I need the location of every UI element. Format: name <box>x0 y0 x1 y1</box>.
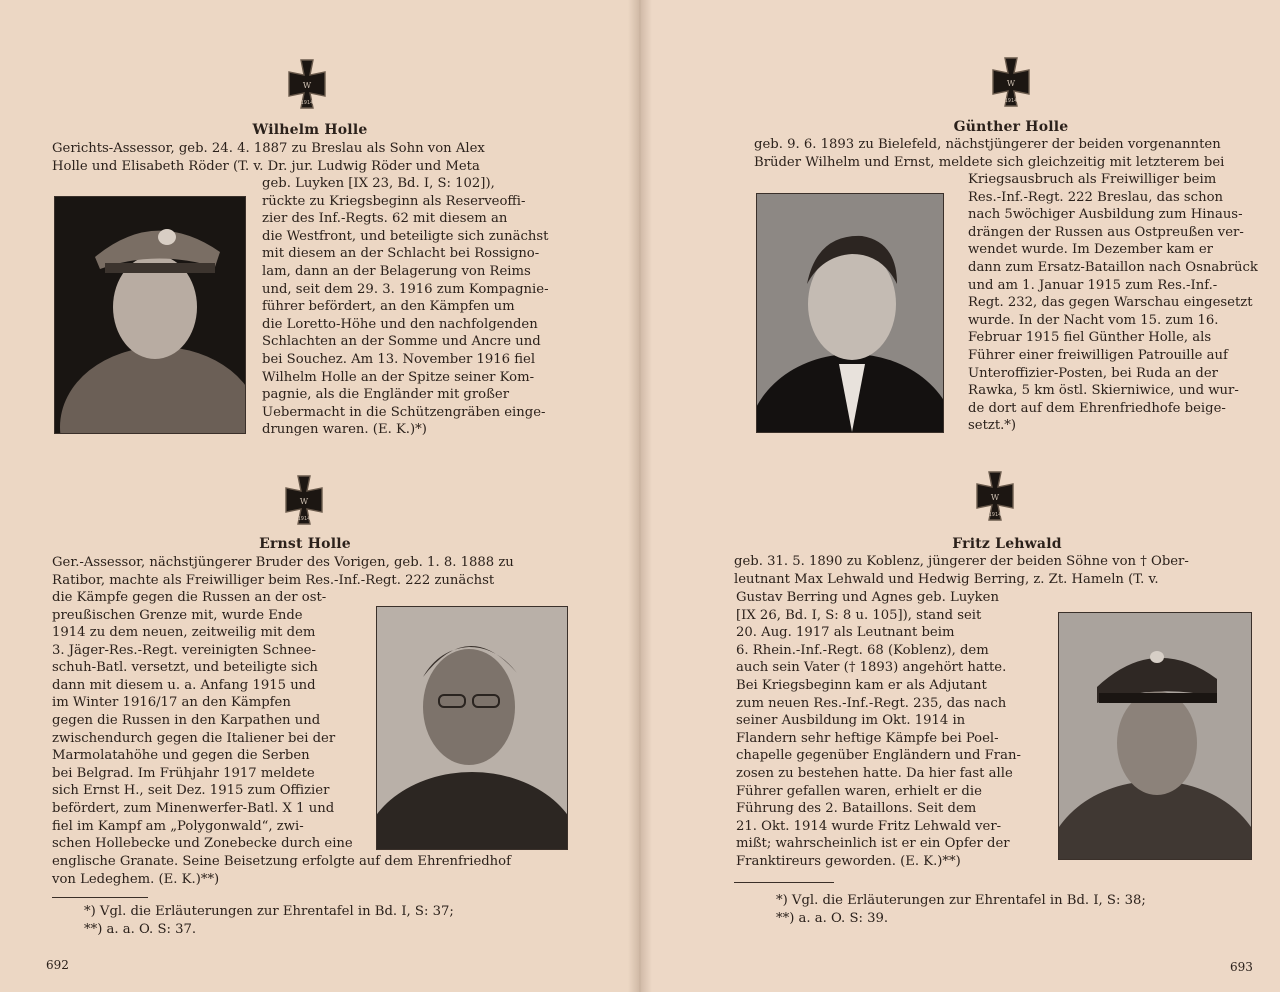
text-line: setzt.*) <box>968 418 1017 434</box>
text-line: sich Ernst H., seit Dez. 1915 zum Offizier <box>52 783 330 799</box>
text-line: rückte zu Kriegsbeginn als Reserveoffi- <box>262 193 526 209</box>
text-line: drungen waren. (E. K.)*) <box>262 422 427 438</box>
text-line: nach 5wöchiger Ausbildung zum Hinaus- <box>968 207 1243 223</box>
footnote-rule <box>734 882 834 883</box>
page-number: 693 <box>1230 960 1253 974</box>
text-line: Wilhelm Holle an der Spitze seiner Kom- <box>262 369 535 385</box>
text-line: die Kämpfe gegen die Russen an der ost- <box>52 590 327 606</box>
footnote-1: *) Vgl. die Erläuterungen zur Ehrentafel in Bd. I, S: 38; <box>776 893 1146 908</box>
text-line: Schlachten an der Somme und Ancre und <box>262 334 541 350</box>
cross-letter: W <box>1006 79 1016 88</box>
text-line: fiel im Kampf am „Polygonwald“, zwi- <box>52 818 304 834</box>
entry-text-fritz-wrap <box>736 589 1040 871</box>
text-line: Kriegsausbruch als Freiwilliger beim <box>968 172 1217 187</box>
text-line: pagnie, als die Engländer mit großer <box>262 387 510 403</box>
text-line: mißt; wahrscheinlich ist er ein Opfer der <box>736 836 1010 852</box>
text-line: [IX 26, Bd. I, S: 8 u. 105]), stand seit <box>736 607 982 623</box>
text-line: zum neuen Res.-Inf.-Regt. 235, das nach <box>736 695 1007 711</box>
text-line: bei Belgrad. Im Frühjahr 1917 meldete <box>52 765 315 781</box>
text-line: zwischendurch gegen die Italiener bei der <box>52 730 336 746</box>
text-line: Ratibor, machte als Freiwilliger beim Res.-Inf.-Regt. 222 zunächst <box>52 572 495 588</box>
text-line: und, seit dem 29. 3. 1916 zum Kompagnie- <box>262 281 549 297</box>
right-page <box>640 0 1280 992</box>
entry-text-ernst-wrap <box>52 624 352 853</box>
entry-text-ernst-bottom <box>52 853 568 888</box>
portrait-photo-fritz <box>1058 612 1252 860</box>
cross-year: 1914 <box>297 516 311 522</box>
text-line: bei Souchez. Am 13. November 1916 fiel <box>262 351 536 367</box>
entry-name-fritz: Fritz Lehwald <box>952 536 1062 552</box>
text-line: auch sein Vater († 1893) angehört hatte. <box>736 660 1007 676</box>
footnote-2: **) a. a. O. S: 39. <box>776 910 889 926</box>
iron-cross-icon <box>281 474 327 528</box>
text-line: mit diesem an der Schlacht bei Rossigno- <box>262 246 540 262</box>
iron-cross-icon <box>284 58 330 112</box>
text-line: Franktireurs geworden. (E. K.)**) <box>736 853 961 869</box>
cross-year: 1914 <box>300 100 314 106</box>
entry-text-guenther-wrap <box>968 171 1272 435</box>
text-line: wendet wurde. Im Dezember kam er <box>968 242 1213 258</box>
footnote-1: *) Vgl. die Erläuterungen zur Ehrentafel in Bd. I, S: 37; <box>84 904 454 919</box>
text-line: führer befördert, an den Kämpfen um <box>262 299 515 315</box>
text-line: 6. Rhein.-Inf.-Regt. 68 (Koblenz), dem <box>736 642 989 658</box>
text-line: von Ledeghem. (E. K.)**) <box>52 871 220 887</box>
cross-letter: W <box>990 493 1000 502</box>
portrait-photo-guenther <box>756 193 944 433</box>
portrait-photo-wilhelm <box>54 196 246 434</box>
text-line: geb. Luyken [IX 23, Bd. I, S: 102]), <box>262 176 495 191</box>
text-line: wurde. In der Nacht vom 15. zum 16. <box>968 312 1219 328</box>
footnote-rule <box>52 897 148 898</box>
cross-letter: W <box>299 497 309 506</box>
text-line: englische Granate. Seine Beisetzung erfolgte auf dem Ehrenfriedhof <box>52 854 511 869</box>
text-line: Regt. 232, das gegen Warschau eingesetzt <box>968 295 1253 311</box>
text-line: 1914 zu dem neuen, zeitweilig mit dem <box>52 625 316 640</box>
text-line: 20. Aug. 1917 als Leutnant beim <box>736 625 955 641</box>
book-gutter <box>628 0 652 992</box>
text-line: Brüder Wilhelm und Ernst, meldete sich gleichzeitig mit letzterem bei <box>754 154 1225 170</box>
footnotes <box>84 903 454 938</box>
text-line: chapelle gegenüber Engländern und Fran- <box>736 748 1021 764</box>
text-line: zier des Inf.-Regts. 62 mit diesem an <box>262 211 508 227</box>
text-line: Flandern sehr heftige Kämpfe bei Poel- <box>736 730 999 746</box>
text-line: schen Hollebecke und Zonebecke durch eine <box>52 836 353 852</box>
text-line: leutnant Max Lehwald und Hedwig Berring, z. Zt. Hameln (T. v. <box>734 571 1159 587</box>
text-line: gegen die Russen in den Karpathen und <box>52 712 321 728</box>
entry-text-wilhelm-top <box>52 140 568 175</box>
text-line: seiner Ausbildung im Okt. 1914 in <box>736 713 966 729</box>
text-line: dann zum Ersatz-Bataillon nach Osnabrück <box>968 259 1258 275</box>
text-line: Gerichts-Assessor, geb. 24. 4. 1887 zu Breslau als Sohn von Alex <box>52 141 485 156</box>
entry-name-guenther: Günther Holle <box>953 119 1069 135</box>
text-line: schuh-Batl. versetzt, und beteiligte sich <box>52 660 318 676</box>
text-line: Unteroffizier-Posten, bei Ruda an der <box>968 365 1218 381</box>
text-line: Bei Kriegsbeginn kam er als Adjutant <box>736 677 987 693</box>
text-line: Führer einer freiwilligen Patrouille auf <box>968 347 1228 363</box>
text-line: zosen zu bestehen hatte. Da hier fast alle <box>736 765 1013 781</box>
text-line: Ger.-Assessor, nächstjüngerer Bruder des Vorigen, geb. 1. 8. 1888 zu <box>52 555 514 570</box>
text-line: Rawka, 5 km östl. Skierniwice, und wur- <box>968 383 1239 399</box>
iron-cross-icon <box>972 470 1018 524</box>
text-line: Gustav Berring und Agnes geb. Luyken <box>736 590 999 605</box>
entry-text-wilhelm-wrap <box>262 175 568 439</box>
entry-name-ernst: Ernst Holle <box>259 536 351 552</box>
entry-text-guenther-top <box>754 136 1272 171</box>
footnote-2: **) a. a. O. S: 37. <box>84 921 197 937</box>
text-line: 3. Jäger-Res.-Regt. vereinigten Schnee- <box>52 642 316 658</box>
text-line: de dort auf dem Ehrenfriedhofe beige- <box>968 400 1226 416</box>
cross-year: 1914 <box>1004 98 1018 104</box>
entry-name-wilhelm: Wilhelm Holle <box>252 122 368 138</box>
text-line: Führung des 2. Bataillons. Seit dem <box>736 801 977 817</box>
footnotes <box>776 892 1146 927</box>
text-line: die Westfront, und beteiligte sich zunächst <box>262 228 549 244</box>
text-line: lam, dann an der Belagerung von Reims <box>262 263 531 279</box>
text-line: die Loretto-Höhe und den nachfolgenden <box>262 316 538 332</box>
text-line: Res.-Inf.-Regt. 222 Breslau, das schon <box>968 189 1223 205</box>
text-line: preußischen Grenze mit, wurde Ende <box>52 607 303 623</box>
page-number: 692 <box>46 958 69 972</box>
text-line: geb. 9. 6. 1893 zu Bielefeld, nächstjüngerer der beiden vorgenannten <box>754 137 1221 152</box>
text-line: Uebermacht in die Schützengräben einge- <box>262 404 546 420</box>
cross-year: 1914 <box>988 512 1002 518</box>
text-line: Marmolatahöhe und gegen die Serben <box>52 748 310 764</box>
text-line: 21. Okt. 1914 wurde Fritz Lehwald ver- <box>736 818 1002 834</box>
portrait-photo-ernst <box>376 606 568 850</box>
iron-cross-icon <box>988 56 1034 110</box>
text-line: geb. 31. 5. 1890 zu Koblenz, jüngerer der beiden Söhne von † Ober- <box>734 554 1189 569</box>
text-line: Führer gefallen waren, erhielt er die <box>736 783 982 799</box>
text-line: und am 1. Januar 1915 zum Res.-Inf.- <box>968 277 1218 293</box>
text-line: Februar 1915 fiel Günther Holle, als <box>968 330 1212 346</box>
text-line: Holle und Elisabeth Röder (T. v. Dr. jur. Ludwig Röder und Meta <box>52 158 480 174</box>
text-line: dann mit diesem u. a. Anfang 1915 und <box>52 677 316 693</box>
text-line: im Winter 1916/17 an den Kämpfen <box>52 695 291 711</box>
text-line: drängen der Russen aus Ostpreußen ver- <box>968 224 1244 240</box>
text-line: befördert, zum Minenwerfer-Batl. X 1 und <box>52 800 335 816</box>
entry-text-fritz-top <box>734 553 1272 588</box>
cross-letter: W <box>302 81 312 90</box>
